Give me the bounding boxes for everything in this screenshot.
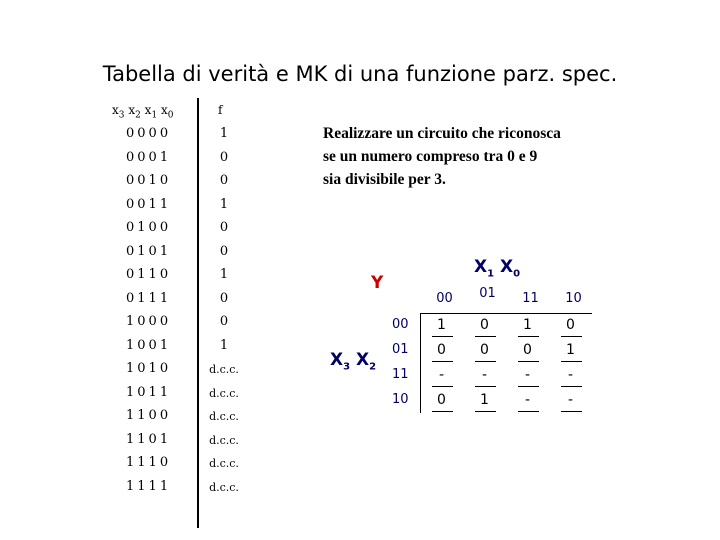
truth-table-output: 0: [219, 173, 229, 188]
header-sub: 1: [151, 110, 158, 121]
truth-table-row: [0, 338, 300, 362]
truth-table-inputs: 1100: [126, 408, 172, 423]
truth-table-inputs: 1001: [126, 337, 172, 353]
kmap-cell: -: [481, 367, 488, 383]
problem-line: Realizzare un circuito che riconosca: [323, 125, 561, 142]
kmap-cell-underline: [561, 386, 582, 387]
kmap-cell-underline: [475, 336, 496, 337]
kmap-cell-underline: [561, 361, 582, 362]
truth-table-row: [0, 314, 300, 338]
header-var: x: [112, 103, 119, 117]
problem-line: se un numero compreso tra 0 e 9: [323, 148, 538, 165]
header-sub: 2: [135, 110, 141, 121]
truth-table-row: [0, 385, 300, 409]
kmap-cell: 1: [437, 317, 446, 333]
truth-table-inputs: 0100: [126, 220, 172, 235]
truth-table-inputs: 0101: [126, 243, 172, 259]
truth-table-output: 1: [219, 196, 229, 212]
header-sub: 0: [167, 110, 174, 121]
truth-table-output: 0: [219, 243, 229, 259]
truth-table-output: 1: [219, 267, 229, 282]
truth-table-row: [0, 455, 300, 479]
truth-table-row: [0, 361, 300, 385]
truth-table-row: [0, 291, 300, 315]
kmap-cell: 0: [480, 342, 489, 358]
kmap-row-code: 11: [392, 367, 409, 382]
truth-table-row: [0, 173, 300, 197]
kmap-cell: 0: [566, 317, 575, 333]
kmap-column-code: 11: [522, 291, 539, 306]
kmap-cell: 0: [437, 342, 446, 358]
truth-table-inputs: 1111: [126, 478, 172, 494]
kmap-cell-underline: [475, 386, 496, 387]
kmap-cell-underline: [432, 336, 453, 337]
kmap-cell: 1: [566, 342, 575, 358]
kmap-top-border: [420, 313, 592, 314]
kmap-cell-underline: [475, 411, 496, 412]
truth-table-output: d.c.c.: [209, 410, 239, 423]
kmap-cell: -: [567, 392, 574, 408]
truth-table-inputs: 1010: [126, 361, 172, 376]
truth-table-row: [0, 197, 300, 221]
problem-statement: [323, 122, 643, 191]
truth-table-row: [0, 126, 300, 150]
col-var: X: [474, 257, 488, 277]
row-var-sub: 2: [369, 361, 377, 373]
row-var: X: [356, 350, 370, 370]
kmap-cell-underline: [561, 411, 582, 412]
header-var: x: [157, 103, 168, 117]
kmap-column-code: 00: [436, 291, 453, 306]
kmap-row-code: 10: [392, 392, 409, 407]
slide-title: Tabella di verità e MK di una funzione parz. spec.: [102, 62, 618, 86]
kmap-cell: 0: [523, 342, 532, 358]
truth-table-inputs: 0000: [126, 126, 172, 141]
truth-table-inputs: 0011: [126, 196, 172, 212]
truth-table-inputs: 1101: [126, 431, 172, 447]
truth-table-row: [0, 244, 300, 268]
kmap-cell-underline: [518, 336, 539, 337]
header-var: x: [124, 103, 136, 117]
header-var: x: [140, 103, 152, 117]
truth-table-inputs: 0010: [126, 173, 172, 188]
truth-table-output: 1: [219, 337, 229, 353]
row-var: X: [330, 350, 344, 370]
truth-table-inputs: 1000: [126, 314, 172, 329]
kmap-cell: -: [524, 392, 531, 408]
truth-table-output: 0: [219, 149, 229, 165]
truth-table-output-header: f: [218, 103, 223, 117]
truth-table-inputs: 1011: [126, 384, 172, 400]
truth-table-output: d.c.c.: [209, 480, 239, 494]
kmap-cell-underline: [518, 361, 539, 362]
truth-table-inputs: 1110: [126, 455, 172, 470]
kmap-cell: 1: [480, 392, 489, 408]
kmap-left-border: [420, 313, 421, 413]
truth-table-output: 0: [219, 220, 229, 235]
col-var-sub: 0: [513, 268, 521, 280]
kmap-cell-underline: [561, 336, 582, 337]
row-var-sub: 3: [343, 361, 351, 373]
truth-table-output: 0: [219, 290, 229, 306]
truth-table-row: [0, 150, 300, 174]
kmap-cell-underline: [518, 386, 539, 387]
truth-table-inputs: 0110: [126, 267, 172, 282]
kmap-cell-underline: [432, 411, 453, 412]
kmap-cell: -: [438, 367, 445, 383]
truth-table-output: d.c.c.: [209, 386, 239, 400]
kmap-column-code: 01: [479, 286, 496, 301]
kmap-cell-underline: [432, 361, 453, 362]
kmap-cell-underline: [475, 361, 496, 362]
kmap-column-variables: [474, 257, 520, 279]
truth-table-output: d.c.c.: [209, 457, 239, 470]
truth-table-row: [0, 432, 300, 456]
truth-table-row: [0, 479, 300, 503]
problem-line: sia divisibile per 3.: [323, 171, 446, 188]
kmap-cell: -: [524, 367, 531, 383]
truth-table-input-header: [112, 103, 174, 120]
kmap-cell-underline: [518, 411, 539, 412]
kmap-row-variables: [330, 350, 376, 372]
kmap-cell: 0: [437, 392, 446, 408]
truth-table-row: [0, 408, 300, 432]
kmap-column-code: 10: [565, 291, 582, 306]
truth-table-output: 1: [219, 126, 229, 141]
truth-table-output: d.c.c.: [209, 433, 239, 447]
kmap-cell-underline: [432, 386, 453, 387]
kmap-output-label: Y: [371, 273, 384, 293]
header-sub: 3: [118, 110, 125, 121]
truth-table-output: 0: [219, 314, 229, 329]
truth-table-row: [0, 267, 300, 291]
truth-table-output: d.c.c.: [209, 363, 239, 376]
col-var-sub: 1: [487, 268, 495, 280]
truth-table-inputs: 0001: [126, 149, 172, 165]
col-var: X: [500, 257, 514, 277]
kmap-cell: -: [567, 367, 574, 383]
truth-table-row: [0, 220, 300, 244]
kmap-cell: 0: [480, 317, 489, 333]
kmap-row-code: 00: [392, 317, 409, 332]
kmap-cell: 1: [523, 317, 532, 333]
truth-table-inputs: 0111: [126, 290, 172, 306]
kmap-row-code: 01: [392, 342, 409, 357]
